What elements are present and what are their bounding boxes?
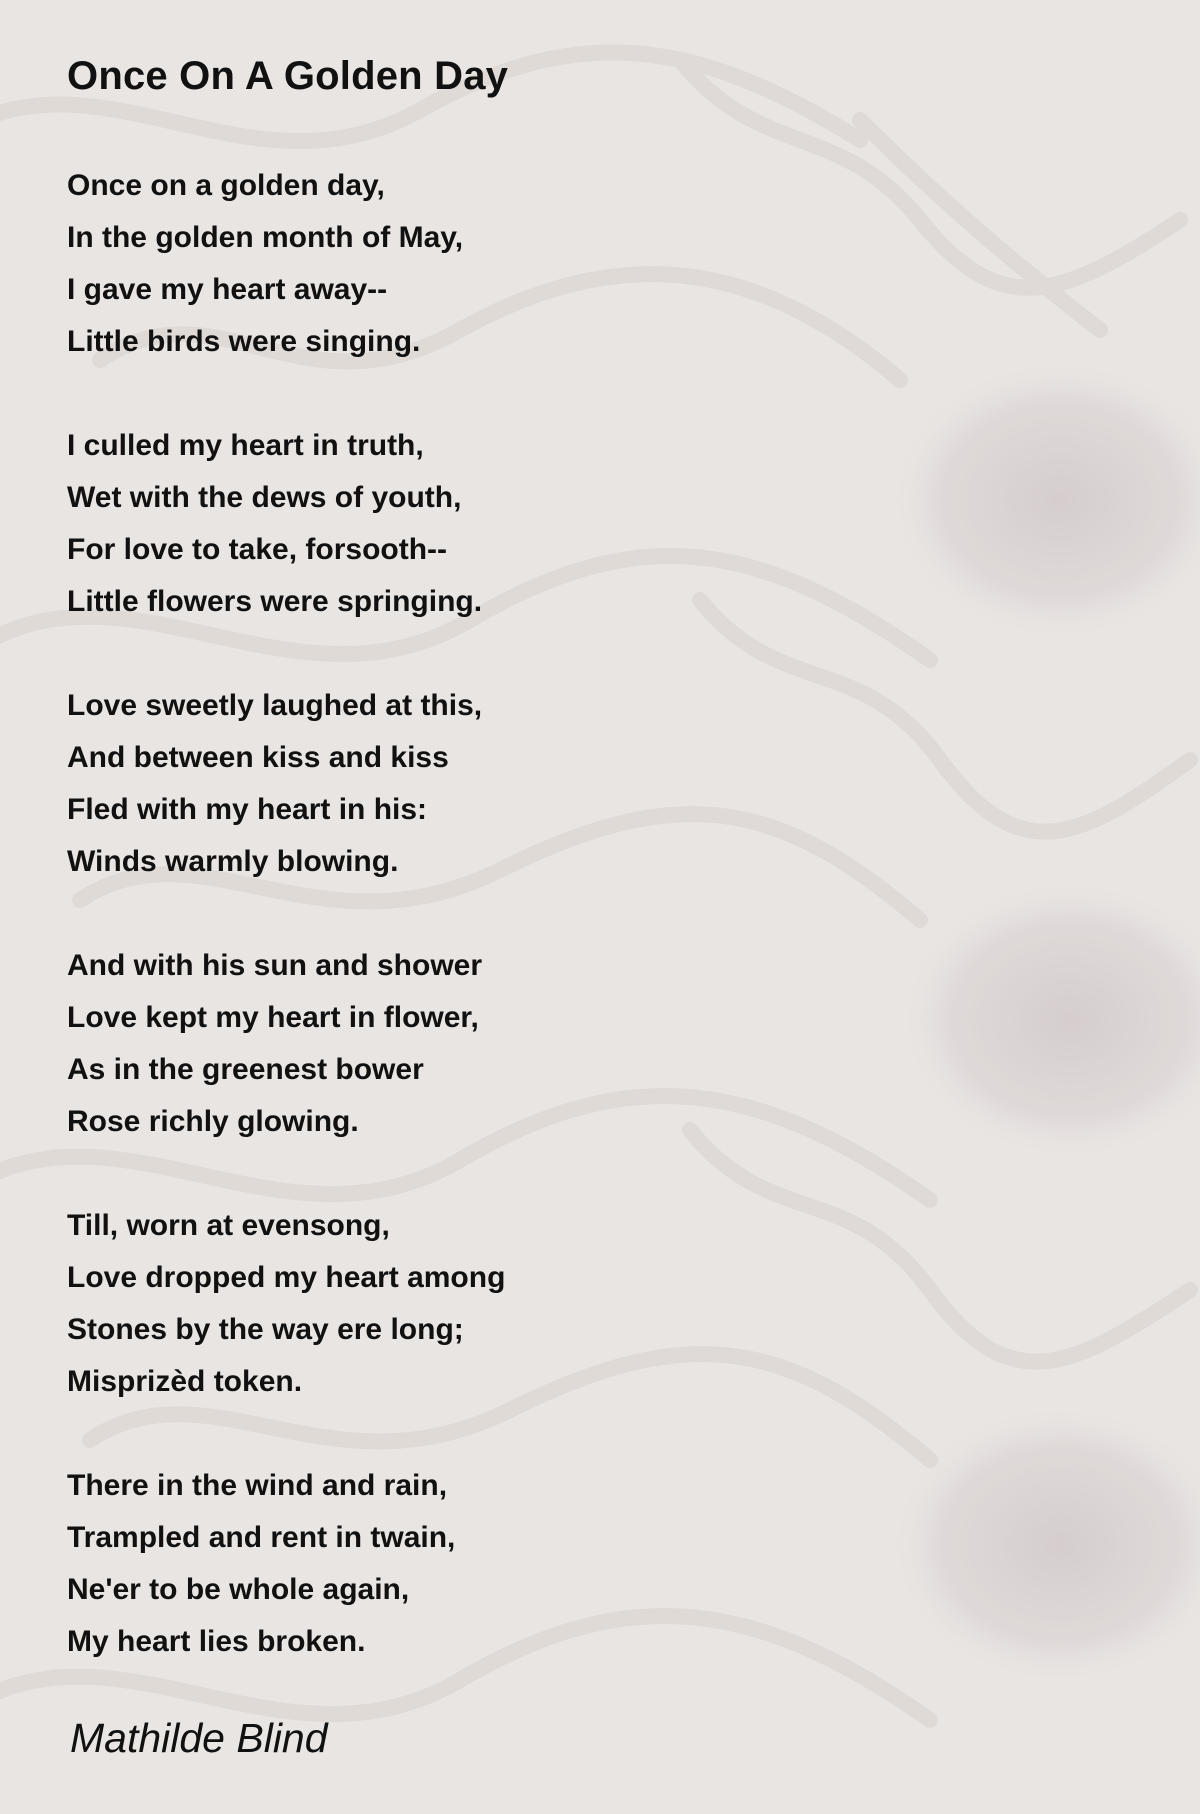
poem-line: And with his sun and shower: [67, 949, 483, 982]
poem-line: Rose richly glowing.: [67, 1105, 359, 1138]
poem-line: Stones by the way ere long;: [67, 1313, 464, 1346]
stanza: [67, 1200, 847, 1408]
poem-line: I culled my heart in truth,: [67, 429, 424, 462]
poem-title: Once On A Golden Day: [67, 54, 509, 98]
stanza: [67, 160, 847, 368]
stanza: [67, 680, 847, 888]
poem-line: Little birds were singing.: [67, 325, 421, 358]
poem-line: I gave my heart away--: [67, 273, 388, 306]
poem-line: Love dropped my heart among: [67, 1261, 506, 1294]
poem-line: There in the wind and rain,: [67, 1469, 448, 1502]
poem-author: Mathilde Blind: [70, 1715, 328, 1761]
poem-line: Misprizèd token.: [67, 1365, 303, 1398]
poem-line: As in the greenest bower: [67, 1053, 424, 1086]
poem-line: Trampled and rent in twain,: [67, 1521, 456, 1554]
ink-blot-shapes: [890, 360, 1200, 1685]
stanza: [67, 940, 847, 1148]
poem-line: Once on a golden day,: [67, 169, 385, 202]
poem-line: In the golden month of May,: [67, 221, 464, 254]
poem-line: For love to take, forsooth--: [67, 533, 448, 566]
poem-line: And between kiss and kiss: [67, 741, 449, 774]
poem-line: Love sweetly laughed at this,: [67, 689, 483, 722]
poem-line: Winds warmly blowing.: [67, 845, 399, 878]
poem-line: Fled with my heart in his:: [67, 793, 428, 826]
stanza: [67, 420, 847, 628]
stanza: [67, 1460, 847, 1668]
poem: [67, 46, 847, 1720]
poem-line: Love kept my heart in flower,: [67, 1001, 479, 1034]
poem-line: Little flowers were springing.: [67, 585, 483, 618]
poem-line: My heart lies broken.: [67, 1625, 366, 1658]
poem-line: Till, worn at evensong,: [67, 1209, 390, 1242]
poem-line: Wet with the dews of youth,: [67, 481, 462, 514]
poem-line: Ne'er to be whole again,: [67, 1573, 410, 1606]
